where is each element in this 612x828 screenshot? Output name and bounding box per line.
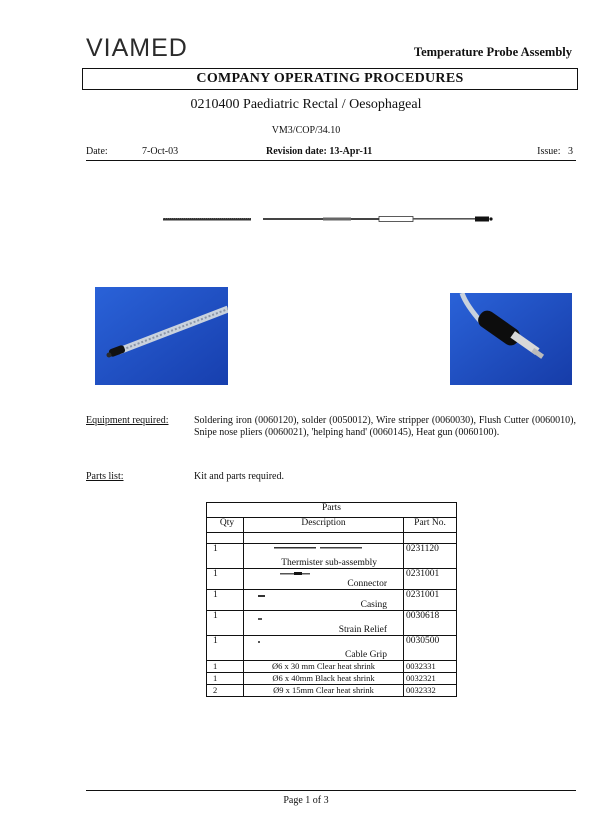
table-row: [207, 611, 457, 636]
row-part-no: 0032332: [404, 685, 457, 697]
row-part-no: 0032321: [404, 673, 457, 685]
row-description-text: Connector: [347, 579, 387, 589]
row-description: Ø6 x 30 mm Clear heat shrink: [244, 661, 404, 673]
row-qty: 1: [207, 673, 244, 685]
probe-illustration: [163, 212, 493, 226]
row-description-text: Strain Relief: [338, 625, 387, 635]
row-qty: 1: [207, 636, 244, 661]
viamed-logo: VIAMED: [86, 34, 188, 62]
row-description: Ø6 x 40mm Black heat shrink: [244, 673, 404, 685]
document-type: Temperature Probe Assembly: [413, 45, 572, 59]
casing-thumbnail: [258, 594, 268, 598]
row-qty: 1: [207, 569, 244, 590]
row-part-no: 0030500: [404, 636, 457, 661]
row-qty: 1: [207, 544, 244, 569]
equipment-label: Equipment required:: [86, 415, 169, 426]
row-qty: 1: [207, 661, 244, 673]
date-value: 7-Oct-03: [142, 146, 179, 157]
row-description: [244, 544, 404, 569]
footer-divider: [86, 790, 576, 791]
row-qty: 1: [207, 611, 244, 636]
row-description: [244, 569, 404, 590]
row-part-no: 0231001: [404, 590, 457, 611]
row-qty: 2: [207, 685, 244, 697]
parts-table-title: Parts: [207, 503, 457, 518]
document-code: VM3/COP/34.10: [271, 125, 341, 136]
row-description-text: Cable Grip: [345, 650, 387, 660]
revision-date: Revision date: 13-Apr-11: [266, 146, 373, 157]
row-description: [244, 636, 404, 661]
header-part-no: Part No.: [404, 518, 457, 533]
table-blank-row: [207, 533, 457, 544]
connector-photo: [450, 293, 572, 385]
row-part-no: 0231120: [404, 544, 457, 569]
page-title: 0210400 Paediatric Rectal / Oesophageal: [190, 97, 422, 112]
document-meta-row: [86, 146, 576, 161]
row-part-no: 0030618: [404, 611, 457, 636]
row-description: [244, 590, 404, 611]
date-label: Date:: [86, 146, 108, 157]
table-row: [207, 685, 457, 697]
table-row: [207, 661, 457, 673]
row-part-no: 0231001: [404, 569, 457, 590]
parts-list-label: Parts list:: [86, 471, 124, 482]
thermistor-thumbnail: [274, 546, 364, 550]
table-row: [207, 636, 457, 661]
issue-label: Issue:: [537, 146, 561, 157]
strain-relief-thumbnail: [258, 617, 266, 621]
table-row: [207, 673, 457, 685]
procedures-banner: COMPANY OPERATING PROCEDURES: [82, 68, 578, 90]
table-header-row: [207, 518, 457, 533]
table-row: [207, 569, 457, 590]
parts-table: [206, 502, 457, 697]
row-description-text: Casing: [360, 600, 387, 610]
page-number: Page 1 of 3: [283, 795, 329, 806]
equipment-text: Soldering iron (0060120), solder (0050012), Wire stripper (0060030), Flush Cutter (0060010), Snipe nose pliers (0060021), 'helping hand' (0060145), Heat gun (0060100).: [194, 415, 576, 438]
issue-value: 3: [568, 146, 573, 157]
table-row: [207, 590, 457, 611]
row-part-no: 0032331: [404, 661, 457, 673]
row-description-text: Thermister sub-assembly: [281, 558, 377, 568]
row-qty: 1: [207, 590, 244, 611]
issue-number: [537, 146, 573, 157]
row-description: Ø9 x 15mm Clear heat shrink: [244, 685, 404, 697]
thermistor-tip-photo: [95, 287, 228, 385]
row-description: [244, 611, 404, 636]
header-description: Description: [244, 518, 404, 533]
connector-thumbnail: [280, 572, 320, 576]
cable-grip-thumbnail: [258, 640, 264, 644]
header-qty: Qty: [207, 518, 244, 533]
table-row: [207, 544, 457, 569]
parts-list-text: Kit and parts required.: [194, 471, 284, 482]
